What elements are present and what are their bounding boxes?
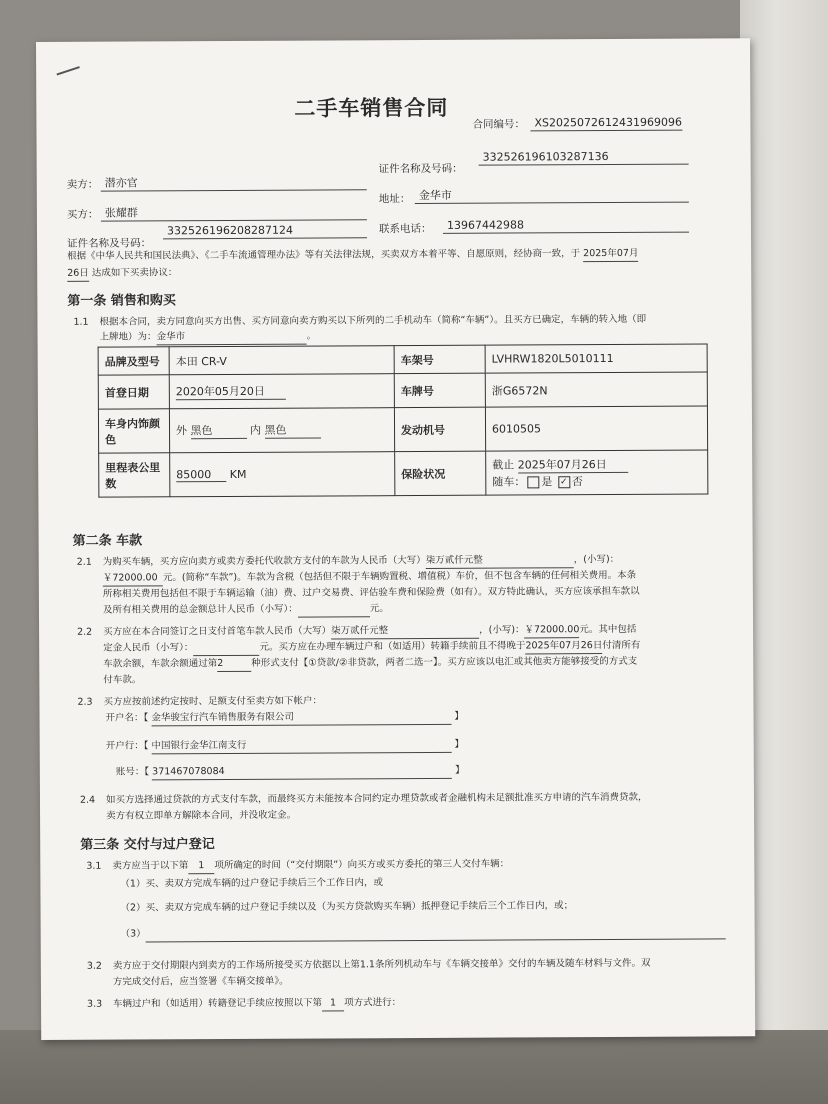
brand-value: 本田 CR-V <box>169 346 394 375</box>
vin-label: 车架号 <box>394 345 485 373</box>
contract-no-label: 合同编号： <box>472 118 525 131</box>
engine-label: 发动机号 <box>394 407 485 451</box>
bank-row: 开户行：【 中国银行金华江南支行 】 <box>106 738 464 755</box>
option-3: （3） <box>121 924 726 942</box>
reg-date-label: 首登日期 <box>98 375 169 409</box>
clause-2-2-c: 车款余额，车款余额通过第2 种形式支付【①贷款/②非贷款，两者二选一】。买方应该以电汇或其他卖方能够接受的方式支 <box>103 655 637 673</box>
clause-2-2: 2.2 买方应在本合同签订之日支付首笔车款人民币（大写）柒万贰仟元整 ，(小写)：￥72000.00元。其中包括 <box>77 623 637 638</box>
buyer-label: 买方： <box>66 208 99 221</box>
plate-label: 车牌号 <box>394 373 485 407</box>
buyer-id: 332526196208287124 <box>163 222 367 239</box>
checkbox-no[interactable]: ✓ <box>558 476 570 488</box>
buyer-address: 金华市 <box>415 187 689 204</box>
option-1: （1）买、卖双方完成车辆的过户登记手续后三个工作日内，或 <box>120 877 383 890</box>
article-1-heading: 第一条 销售和购买 <box>67 293 176 309</box>
vehicle-table <box>98 343 709 497</box>
clause-3-3: 3.3 车辆过户和（如适用）转籍登记手续应按照以下第 1 项方式进行： <box>87 997 402 1010</box>
clause-2-2-d: 付车款。 <box>103 674 142 686</box>
seller-label: 卖方： <box>66 178 99 191</box>
buyer-phone: 13967442988 <box>443 217 689 234</box>
buyer-address-label: 地址： <box>378 193 411 206</box>
plate-value: 浙G6572N <box>485 372 707 407</box>
brand-label: 品牌及型号 <box>98 347 169 375</box>
clause-3-1: 3.1 卖方应当于以下第 1 项所确定的时间（“交付期限”）向买方或买方委托的第三人交付车辆： <box>86 858 509 875</box>
clause-2-4: 2.4 如买方选择通过贷款的方式支付车款，而最终买方未能按本合同约定办理贷款或者金融机构未足额批准买方申请的汽车消费贷款， <box>79 791 648 806</box>
buyer-name: 张耀群 <box>101 204 367 221</box>
reg-date-value: 2020年05月20日 <box>169 374 394 409</box>
mileage-label: 里程表公里数 <box>99 453 170 497</box>
clause-2-1-d: 及所有相关费用的总金额总计人民币（小写）： 元。 <box>102 603 389 616</box>
clause-3-2: 3.2 卖方应于交付期限内到卖方的工作场所接受买方依据以上第1.1条所列机动车与《车辆交接单》交付的车辆及随车材料与文件。双 <box>86 957 651 972</box>
account-name-row: 开户名：【 金华骏宝行汽车销售服务有限公司 】 <box>106 710 464 727</box>
article-2-heading: 第二条 车款 <box>72 533 143 549</box>
contract-no-value: XS2025072612431969096 <box>530 115 682 132</box>
contract-page <box>36 38 755 1040</box>
background-desk-bottom <box>0 1030 828 1104</box>
option-2: （2）买、卖双方完成车辆的过户登记手续以及（为买方贷款购买车辆）抵押登记手续后三个工作日内，或； <box>120 900 574 914</box>
color-label: 车身内饰颜色 <box>98 409 169 453</box>
clause-2-1-b: ￥72000.00 元。(简称“车款”)。车款为含税（包括但不限于车辆购置税、增值税）车价，但不包含车辆的任何相关费用。本条 <box>103 569 636 587</box>
clause-1-1-cont: 上牌地）为：金华市 。 <box>100 330 317 346</box>
clause-3-2-b: 方完成交付后，应当签署《车辆交接单》。 <box>112 975 289 988</box>
insurance-value: 截止 2025年07月26日 随车： 是 ✓ 否 <box>486 450 708 495</box>
clause-2-4-b: 卖方有权立即单方解除本合同，并没收定金。 <box>106 809 297 822</box>
pen-mark <box>56 66 79 75</box>
preamble-text-2: 26日 达成如下买卖协议： <box>67 266 177 282</box>
mileage-value: 85000 KM <box>170 452 395 497</box>
seller-id-label: 证件名称及号码： <box>378 162 463 176</box>
clause-1-1: 1.1 根据本合同，卖方同意向买方出售、买方同意向卖方购买以下所列的二手机动车（简称“车辆”）。且买方已确定，车辆的转入地（即 <box>73 313 647 328</box>
clause-2-2-b: 定金人民币（小写）： 元。买方应在办理车辆过户和（如适用）转籍手续前且不得晚于2025年07月26日付清所有 <box>103 639 640 657</box>
clause-2-1-c: 所称相关费用包括但不限于车辆运输（油）费、过户交易费、评估验车费和保险费（如有）。双方特此确认，买方应该承担车款以 <box>102 585 640 600</box>
buyer-phone-label: 联系电话： <box>378 222 432 236</box>
engine-value: 6010505 <box>485 406 707 451</box>
vin-value: LVHRW1820L5010111 <box>485 344 707 373</box>
seller-id: 332526196103287136 <box>479 149 689 166</box>
article-3-heading: 第三条 交付与过户登记 <box>80 837 215 853</box>
clause-2-3: 2.3 买方应按前述约定按时、足额支付至卖方如下帐户： <box>77 695 322 708</box>
color-value: 外 黑色 内 黑色 <box>169 408 394 453</box>
buyer-id-label: 证件名称及号码： <box>67 237 152 250</box>
insurance-label: 保险状况 <box>395 451 486 495</box>
checkbox-yes[interactable] <box>527 476 539 488</box>
preamble-text: 根据《中华人民共和国民法典》、《二手车流通管理办法》等有关法律法规，买卖双方本着平等、自愿原则，经协商一致，于 2025年07月 <box>67 247 639 262</box>
account-no-row: 账号：【 371467078084 】 <box>116 764 465 781</box>
seller-name: 潜亦官 <box>101 174 367 191</box>
page-title: 二手车销售合同 <box>294 95 449 121</box>
clause-2-1: 2.1 为购买车辆，买方应向卖方或卖方委托代收款方支付的车款为人民币（大写）柒万贰仟元整 ，(小写)： <box>76 553 620 568</box>
